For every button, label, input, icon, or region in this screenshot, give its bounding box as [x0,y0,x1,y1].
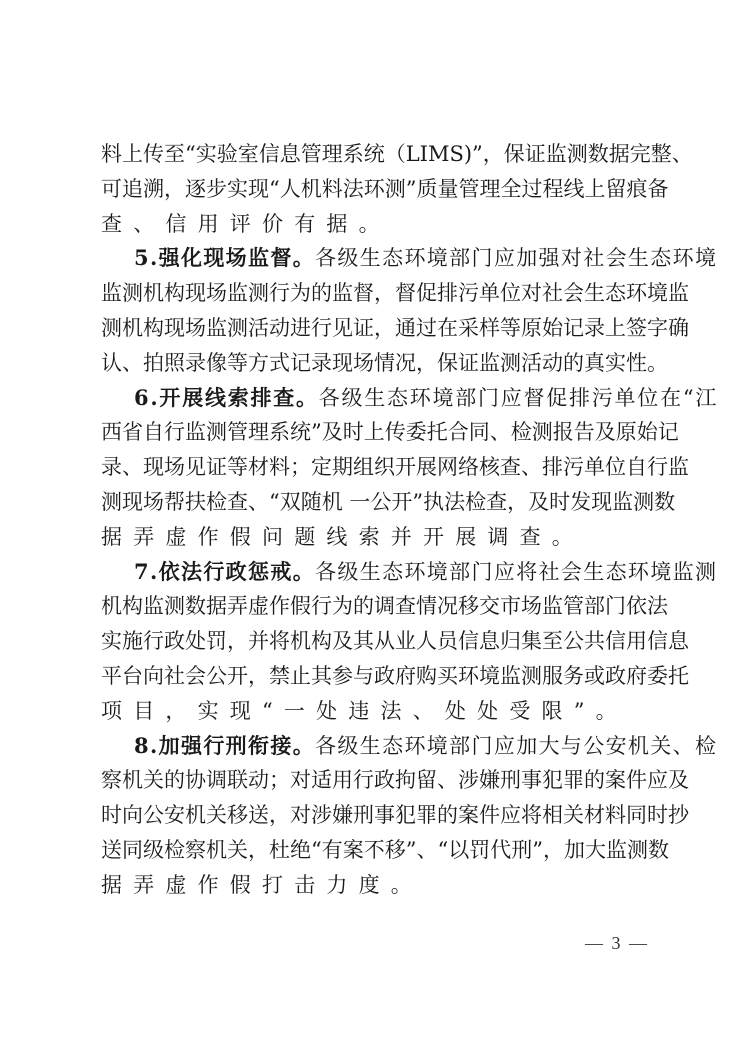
document-body [101,137,719,903]
section-heading: 6.开展线索排查。 [134,384,319,410]
text-line: 可追溯，逐步实现“人机料法环测”质量管理全过程线上留痕备 [101,176,669,201]
text-line: 测机构现场监测活动进行见证，通过在采样等原始记录上签字确 [101,315,689,340]
text-line [101,555,718,590]
text-run: 各级生态环境部门应督促排污单位在“江 [318,385,719,410]
text-line [101,241,718,276]
text-line: 机构监测数据弄虚作假行为的调查情况移交市场监管部门依法 [101,594,668,619]
page-number: — 3 — [585,933,649,953]
text-run: 各级生态环境部门应将社会生态环境监测 [315,559,718,584]
section-heading: 8.加强行刑衔接。 [134,732,316,758]
text-run: 各级生态环境部门应加强对社会生态环境 [315,246,718,271]
paragraph-item-5 [101,241,718,380]
paragraph-item-8 [101,729,718,903]
text-line [101,729,718,764]
text-line: 查、信用评价有据。 [101,211,391,236]
text-line: 送同级检察机关，杜绝“有案不移”、“以罚代刑”，加大监测数 [101,837,669,862]
text-line [101,381,719,416]
text-line: 时向公安机关移送，对涉嫌刑事犯罪的案件应将相关材料同时抄 [101,803,689,828]
text-line: 据弄虚作假打击力度。 [101,872,423,897]
text-line: 监测机构现场监测行为的监督，督促排污单位对社会生态环境监 [101,281,689,306]
text-line: 认、拍照录像等方式记录现场情况，保证监测活动的真实性。 [101,350,668,375]
text-line: 录、现场见证等材料；定期组织开展网络核查、排污单位自行监 [101,455,689,480]
paragraph-item-6 [101,381,719,555]
text-line: 项目，实现“一处违法、处处受限”。 [101,698,628,723]
section-heading: 7.依法行政惩戒。 [134,558,316,584]
text-line: 料上传至“实验室信息管理系统（LIMS)”，保证监测数据完整、 [101,142,693,166]
paragraph-item-7 [101,555,718,729]
text-line: 据弄虚作假问题线索并开展调查。 [101,524,584,549]
section-heading: 5.强化现场监督。 [134,245,316,271]
text-line: 察机关的协调联动；对适用行政拘留、涉嫌刑事犯罪的案件应及 [101,768,689,793]
paragraph-continuation [101,137,693,241]
text-line: 平台向社会公开，禁止其参与政府购买环境监测服务或政府委托 [101,663,689,688]
text-line: 测现场帮扶检查、“双随机 一公开”执法检查，及时发现监测数 [101,489,676,514]
text-line: 实施行政处罚，并将机构及其从业人员信息归集至公共信用信息 [101,629,689,654]
text-line: 西省自行监测管理系统”及时上传委托合同、检测报告及原始记 [101,420,679,445]
text-run: 各级生态环境部门应加大与公安机关、检 [315,733,718,758]
